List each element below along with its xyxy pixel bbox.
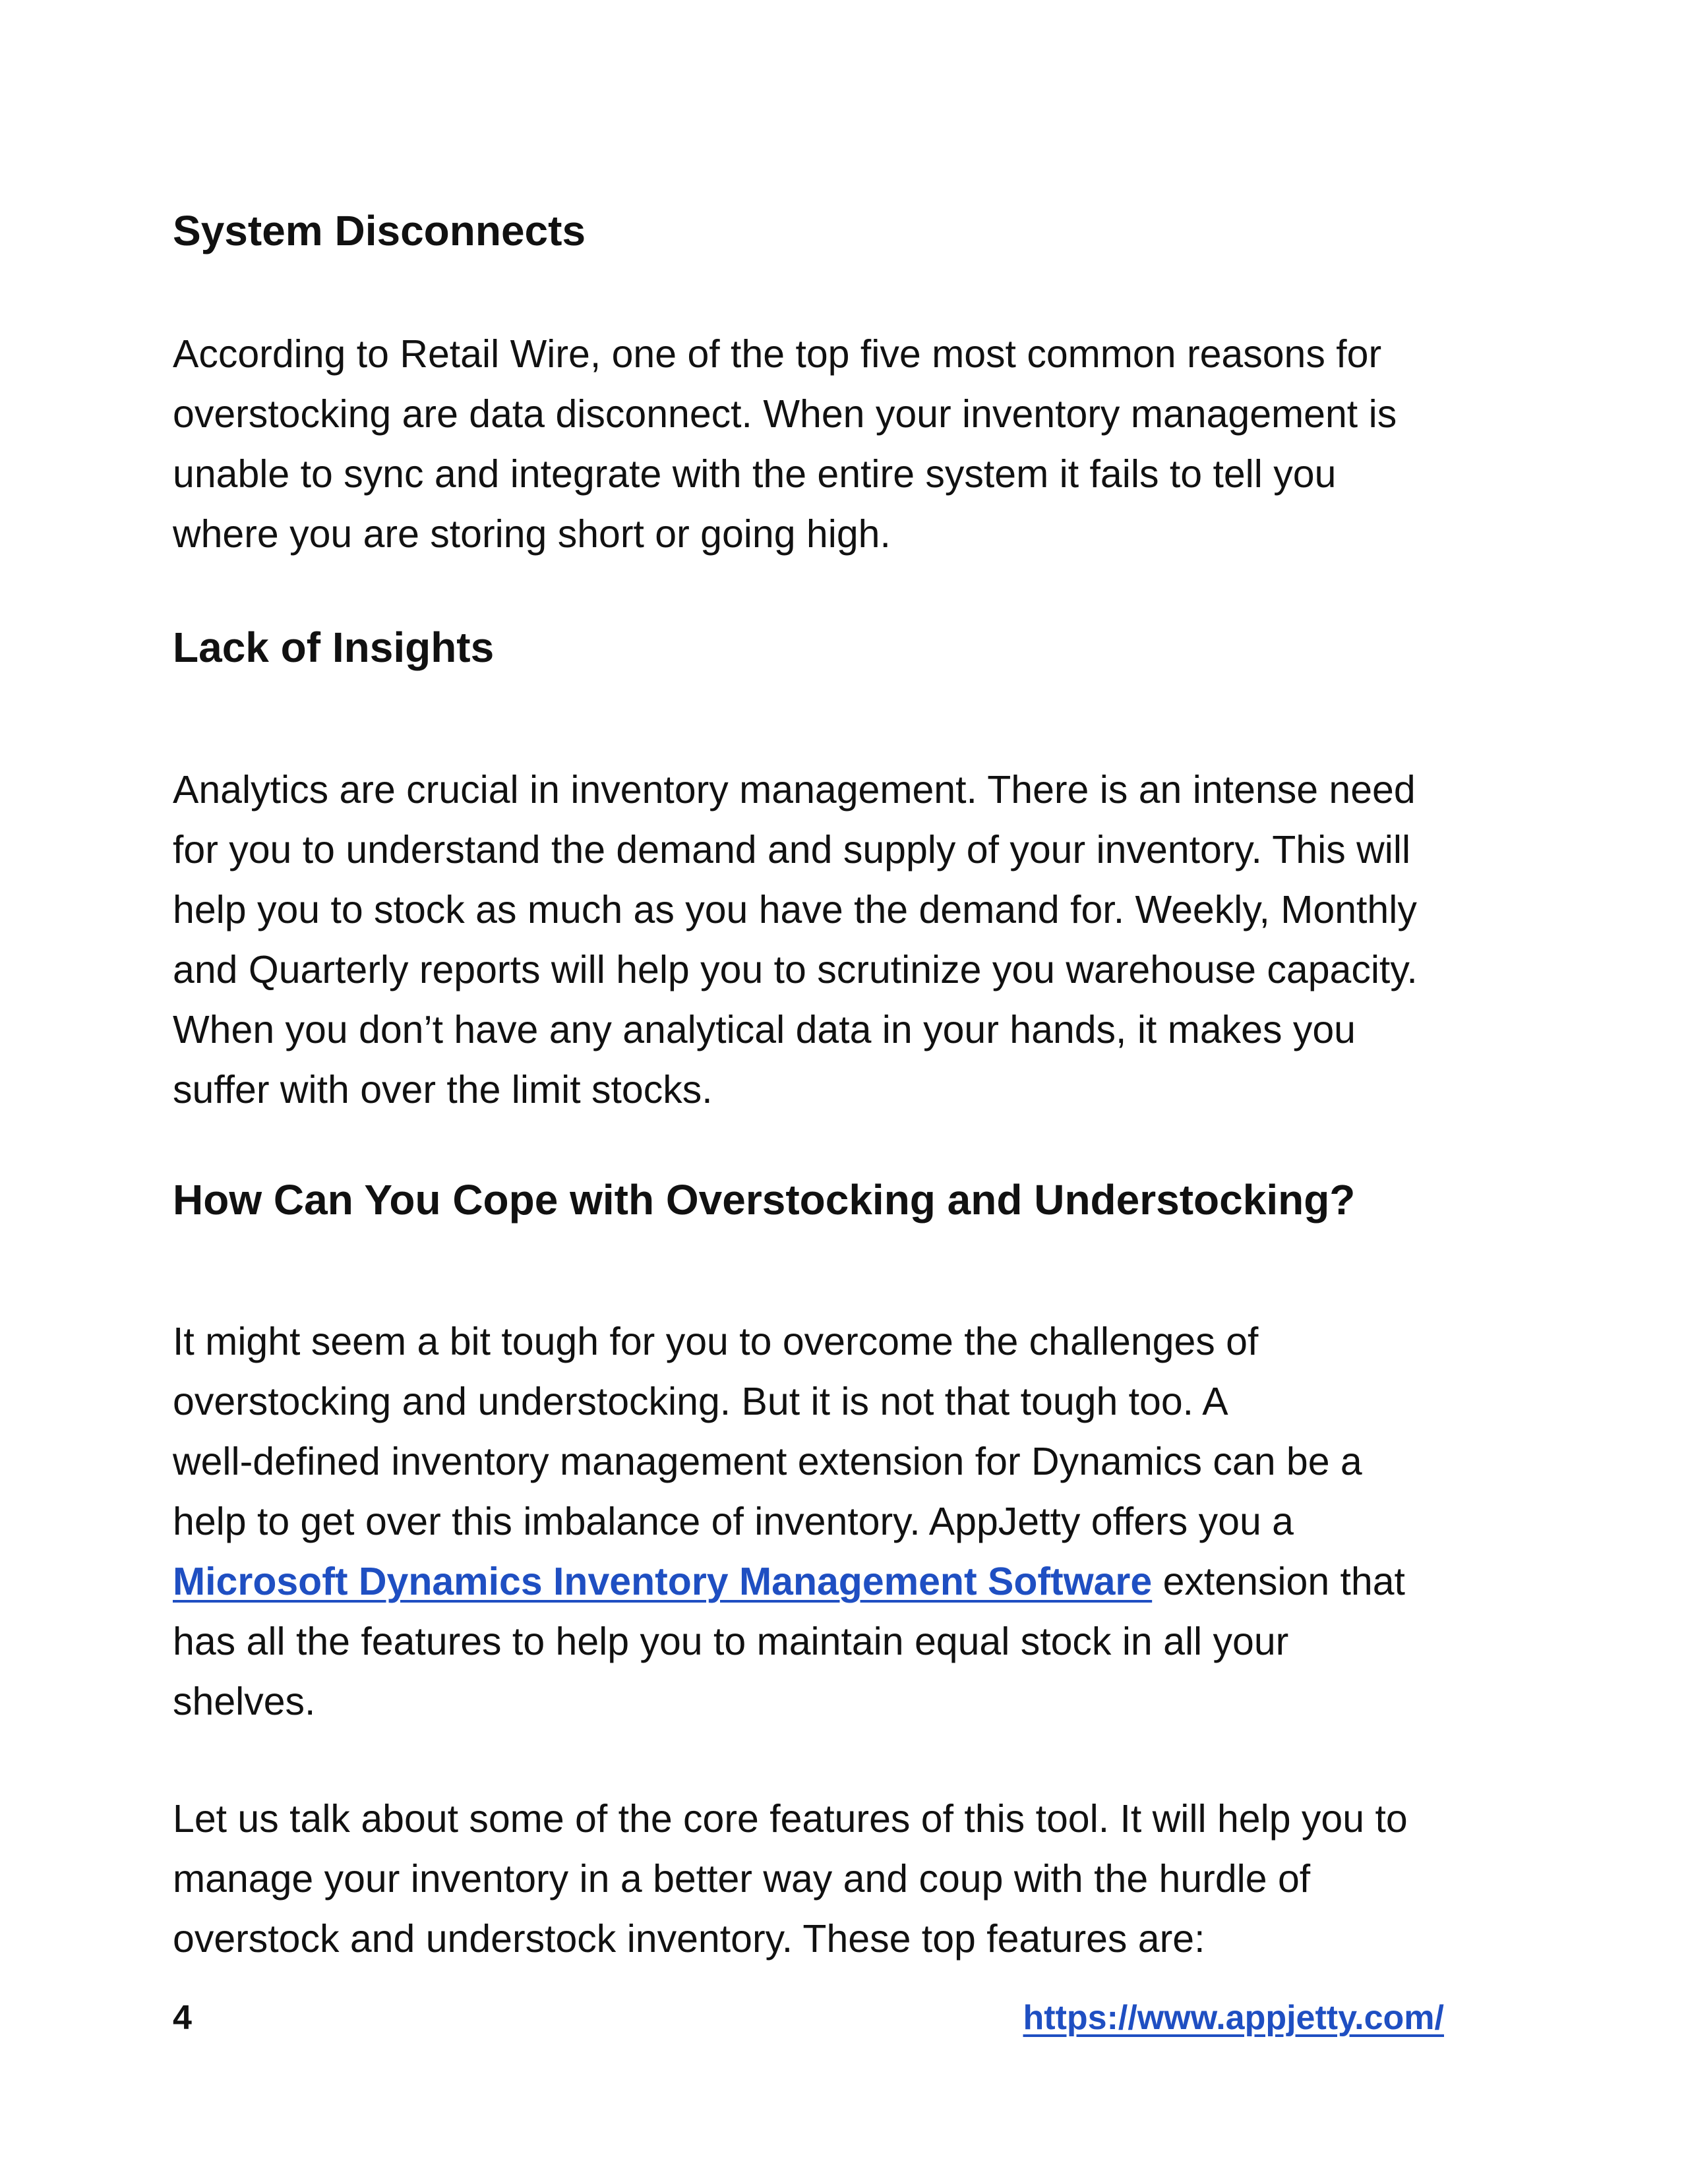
link-trailing-text: extension that (1152, 1560, 1405, 1603)
section-heading-lack-of-insights: Lack of Insights (173, 624, 495, 671)
paragraph-line: and Quarterly reports will help you to scrutinize you warehouse capacity. (173, 948, 1418, 991)
paragraph-line: has all the features to help you to maintain equal stock in all your (173, 1620, 1289, 1663)
paragraph-line: overstocking are data disconnect. When your inventory management is (173, 392, 1397, 436)
paragraph-line: help to get over this imbalance of inventory. AppJetty offers you a (173, 1500, 1294, 1543)
paragraph-line: Analytics are crucial in inventory management. There is an intense need (173, 768, 1416, 812)
section-heading-cope-with-overstocking: How Can You Cope with Overstocking and Understocking? (173, 1176, 1356, 1224)
paragraph-line: When you don’t have any analytical data in your hands, it makes you (173, 1008, 1356, 1051)
paragraph-core-features (173, 1789, 1524, 1969)
footer-website-link[interactable]: https://www.appjetty.com/ (1023, 1999, 1444, 2037)
paragraph-line: for you to understand the demand and supply of your inventory. This will (173, 828, 1411, 871)
page-number: 4 (173, 1999, 192, 2037)
paragraph-line: overstocking and understocking. But it is not that tough too. A (173, 1380, 1228, 1423)
paragraph-line: It might seem a bit tough for you to overcome the challenges of (173, 1320, 1259, 1363)
paragraph-line: manage your inventory in a better way and coup with the hurdle of (173, 1857, 1311, 1901)
paragraph-line: suffer with over the limit stocks. (173, 1068, 713, 1111)
paragraph-line: overstock and understock inventory. These top features are: (173, 1917, 1205, 1961)
paragraph-line-with-link (173, 1552, 1524, 1612)
paragraph-cope-intro (173, 1312, 1524, 1732)
paragraph-line: shelves. (173, 1680, 316, 1723)
paragraph-lack-of-insights (173, 760, 1524, 1120)
paragraph-line: According to Retail Wire, one of the top five most common reasons for (173, 332, 1382, 376)
paragraph-system-disconnects (173, 324, 1524, 564)
paragraph-line: Let us talk about some of the core features of this tool. It will help you to (173, 1797, 1408, 1841)
paragraph-line: where you are storing short or going high. (173, 512, 891, 556)
product-link[interactable]: Microsoft Dynamics Inventory Management Software (173, 1560, 1153, 1603)
section-heading-system-disconnects: System Disconnects (173, 207, 586, 254)
paragraph-line: unable to sync and integrate with the entire system it fails to tell you (173, 452, 1337, 496)
paragraph-line: well-defined inventory management extension for Dynamics can be a (173, 1440, 1362, 1483)
paragraph-line: help you to stock as much as you have the demand for. Weekly, Monthly (173, 888, 1417, 931)
